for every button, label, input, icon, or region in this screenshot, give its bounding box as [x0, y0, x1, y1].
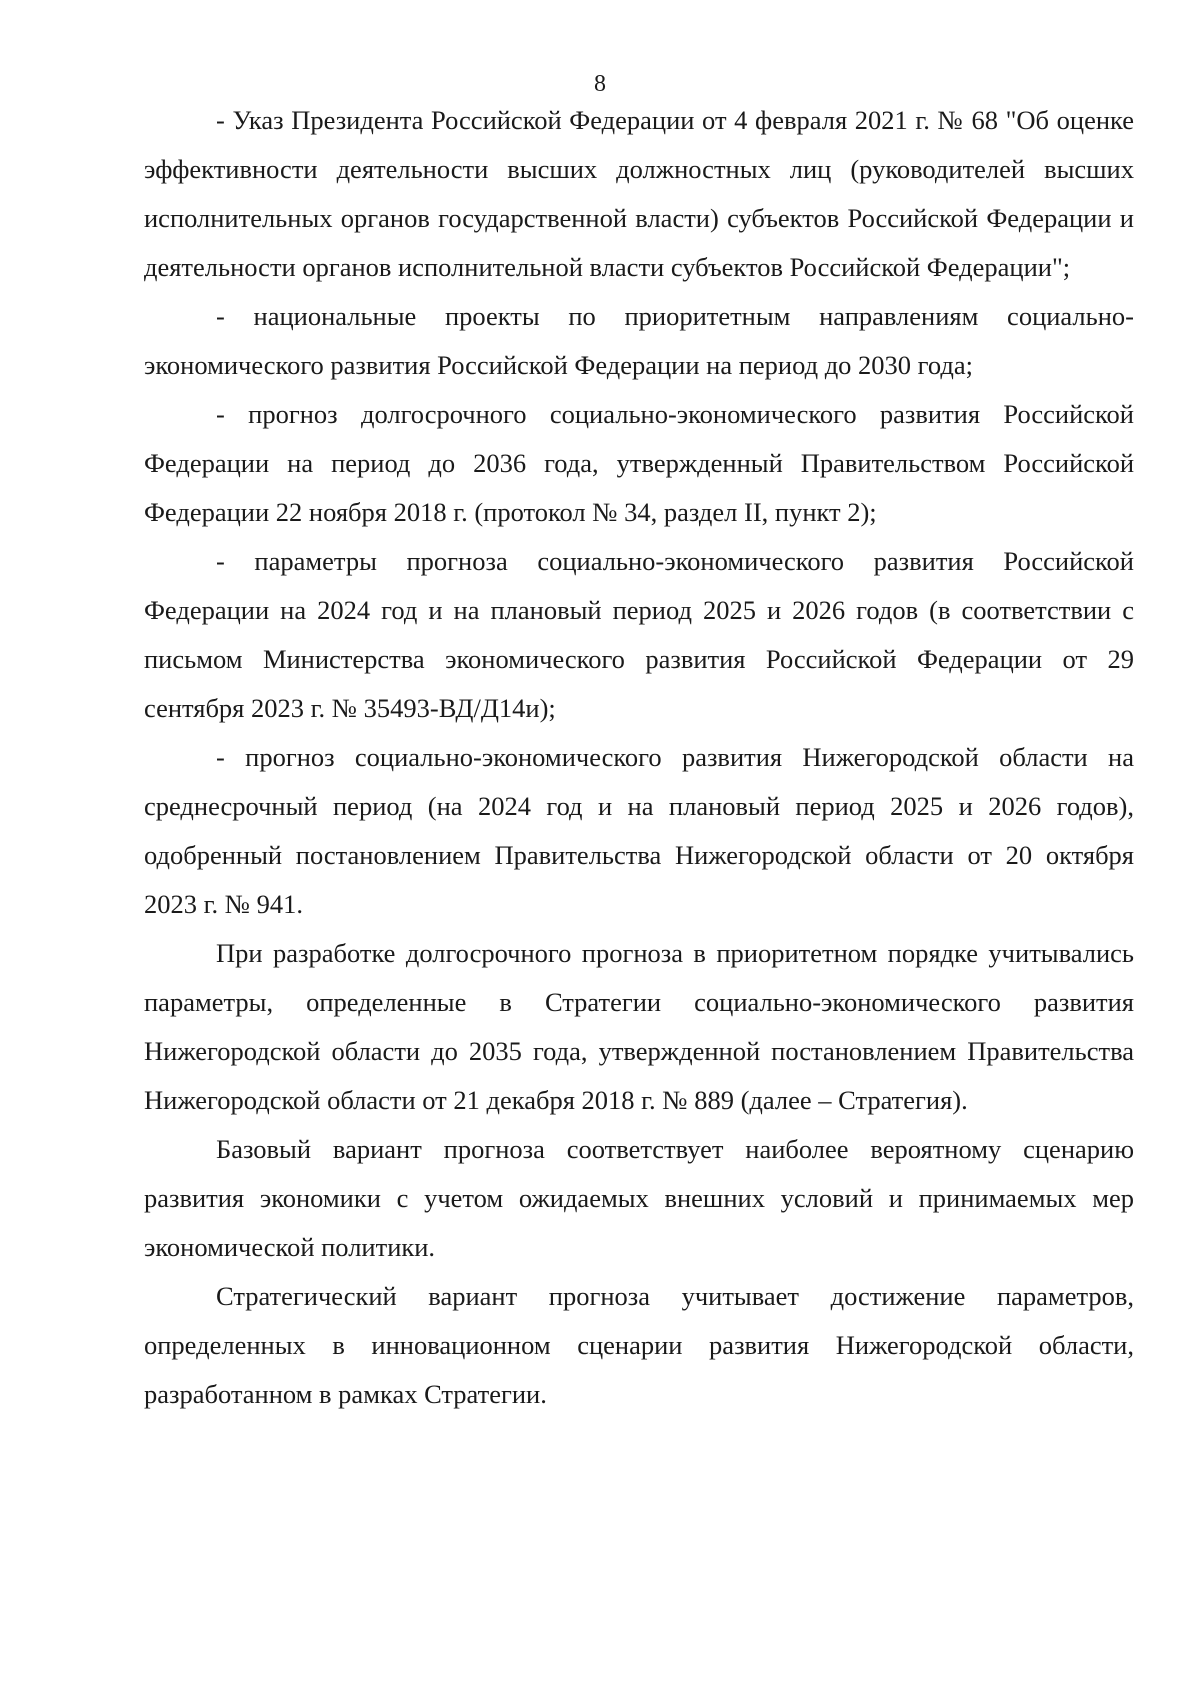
paragraph-decree-68: - Указ Президента Российской Федерации от 4 февраля 2021 г. № 68 "Об оценке эффективности деятельности высших должностных лиц (руководителей высших исполнительных органов государственной власти) субъектов Российской Федерации и деятельности органов исполнительной власти субъектов Российской Федерации";	[144, 105, 1134, 282]
paragraph-long-term-forecast-2036: - прогноз долгосрочного социально-экономического развития Российской Федерации на период до 2036 года, утвержденный Правительством Российской Федерации 22 ноября 2018 г. (протокол № 34, раздел II, пункт 2);	[144, 399, 1134, 527]
page-number: 8	[594, 71, 606, 97]
paragraph-base-variant: Базовый вариант прогноза соответствует наиболее вероятному сценарию развития экономики с учетом ожидаемых внешних условий и принимаемых мер экономической политики.	[144, 1134, 1134, 1262]
paragraph-strategy: При разработке долгосрочного прогноза в приоритетном порядке учитывались параметры, определенные в Стратегии социально-экономического развития Нижегородской области до 2035 года, утвержденной постановлением Правительства Нижегородской области от 21 декабря 2018 г. № 889 (далее – Стратегия).	[144, 938, 1134, 1115]
paragraph-national-projects: - национальные проекты по приоритетным направлениям социально-экономического развития Российской Федерации на период до 2030 года;	[144, 301, 1134, 380]
document-body	[144, 96, 1134, 1419]
paragraph-forecast-parameters-2024: - параметры прогноза социально-экономического развития Российской Федерации на 2024 год и на плановый период 2025 и 2026 годов (в соответствии с письмом Министерства экономического развития Российской Федерации от 29 сентября 2023 г. № 35493-ВД/Д14и);	[144, 546, 1134, 723]
paragraph-strategic-variant: Стратегический вариант прогноза учитывает достижение параметров, определенных в инновационном сценарии развития Нижегородской области, разработанном в рамках Стратегии.	[144, 1281, 1134, 1409]
paragraph-regional-forecast: - прогноз социально-экономического развития Нижегородской области на среднесрочный период (на 2024 год и на плановый период 2025 и 2026 годов), одобренный постановлением Правительства Нижегородской области от 20 октября 2023 г. № 941.	[144, 742, 1134, 919]
